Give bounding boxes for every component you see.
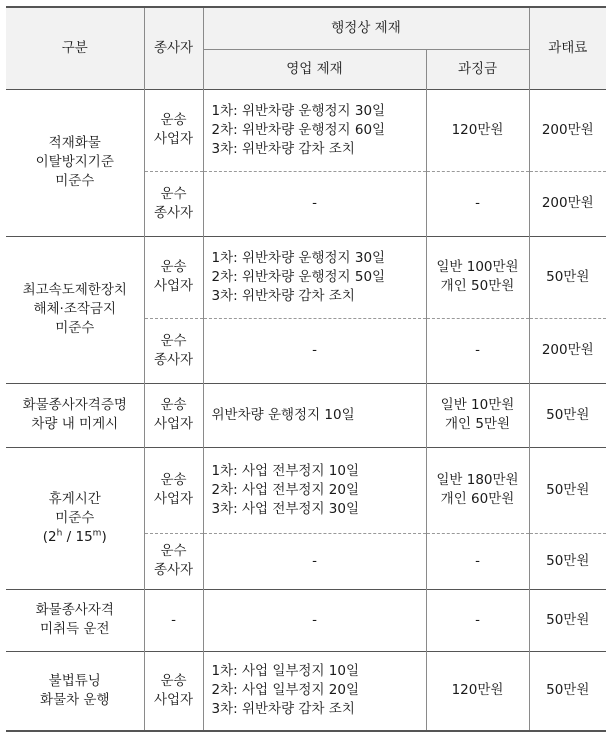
category-cell: 휴게시간 미준수 (2$^h$ / 15$^m$) (6, 447, 144, 589)
penalty-cell: - (426, 318, 529, 383)
category-cell: 화물종사자격 미취득 운전 (6, 589, 144, 651)
sanction-cell: - (203, 533, 426, 589)
worker-cell: 운수 종사자 (144, 533, 203, 589)
table-row (6, 89, 606, 171)
penalty-cell: 일반 100만원 개인 50만원 (426, 236, 529, 318)
sanction-cell: 1차: 위반차량 운행정지 30일 2차: 위반차량 운행정지 50일 3차: 위반차량 감차 조치 (203, 236, 426, 318)
fine-cell: 50만원 (529, 236, 606, 318)
penalty-cell: 일반 180만원 개인 60만원 (426, 447, 529, 533)
sanction-cell: - (203, 171, 426, 236)
penalty-cell: 120만원 (426, 651, 529, 731)
worker-cell: 운송 사업자 (144, 383, 203, 447)
category-note: (2$^h$ / 15$^m$) (42, 528, 107, 545)
penalty-cell: - (426, 171, 529, 236)
fine-cell: 200만원 (529, 318, 606, 383)
header-category: 구분 (6, 7, 144, 89)
fine-cell: 50만원 (529, 533, 606, 589)
worker-cell: - (144, 589, 203, 651)
penalty-cell: 120만원 (426, 89, 529, 171)
table-row (6, 651, 606, 731)
header-fine: 과태료 (529, 7, 606, 89)
table-row (6, 447, 606, 533)
header-business-sanction: 영업 제재 (203, 49, 426, 89)
penalty-cell: - (426, 589, 529, 651)
worker-cell: 운송 사업자 (144, 447, 203, 533)
header-admin-sanction: 행정상 제재 (203, 7, 529, 49)
worker-cell: 운송 사업자 (144, 236, 203, 318)
sanction-cell: 1차: 사업 전부정지 10일 2차: 사업 전부정지 20일 3차: 사업 전부정지 30일 (203, 447, 426, 533)
fine-cell: 200만원 (529, 171, 606, 236)
sanctions-table (6, 6, 606, 732)
table-row (6, 589, 606, 651)
category-cell: 적재화물 이탈방지기준 미준수 (6, 89, 144, 236)
category-cell: 최고속도제한장치 해체·조작금지 미준수 (6, 236, 144, 383)
category-cell: 화물종사자격증명 차량 내 미게시 (6, 383, 144, 447)
sanction-cell: 1차: 사업 일부정지 10일 2차: 사업 일부정지 20일 3차: 위반차량 감차 조치 (203, 651, 426, 731)
category-cell: 불법튜닝 화물차 운행 (6, 651, 144, 731)
sanction-cell: - (203, 589, 426, 651)
worker-cell: 운수 종사자 (144, 318, 203, 383)
worker-cell: 운수 종사자 (144, 171, 203, 236)
fine-cell: 50만원 (529, 447, 606, 533)
sanction-cell: - (203, 318, 426, 383)
penalty-cell: - (426, 533, 529, 589)
fine-cell: 50만원 (529, 383, 606, 447)
fine-cell: 50만원 (529, 589, 606, 651)
sanction-cell: 1차: 위반차량 운행정지 30일 2차: 위반차량 운행정지 60일 3차: 위반차량 감차 조치 (203, 89, 426, 171)
header-worker: 종사자 (144, 7, 203, 89)
worker-cell: 운송 사업자 (144, 651, 203, 731)
table-row (6, 236, 606, 318)
header-penalty: 과징금 (426, 49, 529, 89)
table-row (6, 383, 606, 447)
penalty-cell: 일반 10만원 개인 5만원 (426, 383, 529, 447)
fine-cell: 200만원 (529, 89, 606, 171)
fine-cell: 50만원 (529, 651, 606, 731)
worker-cell: 운송 사업자 (144, 89, 203, 171)
sanction-cell: 위반차량 운행정지 10일 (203, 383, 426, 447)
